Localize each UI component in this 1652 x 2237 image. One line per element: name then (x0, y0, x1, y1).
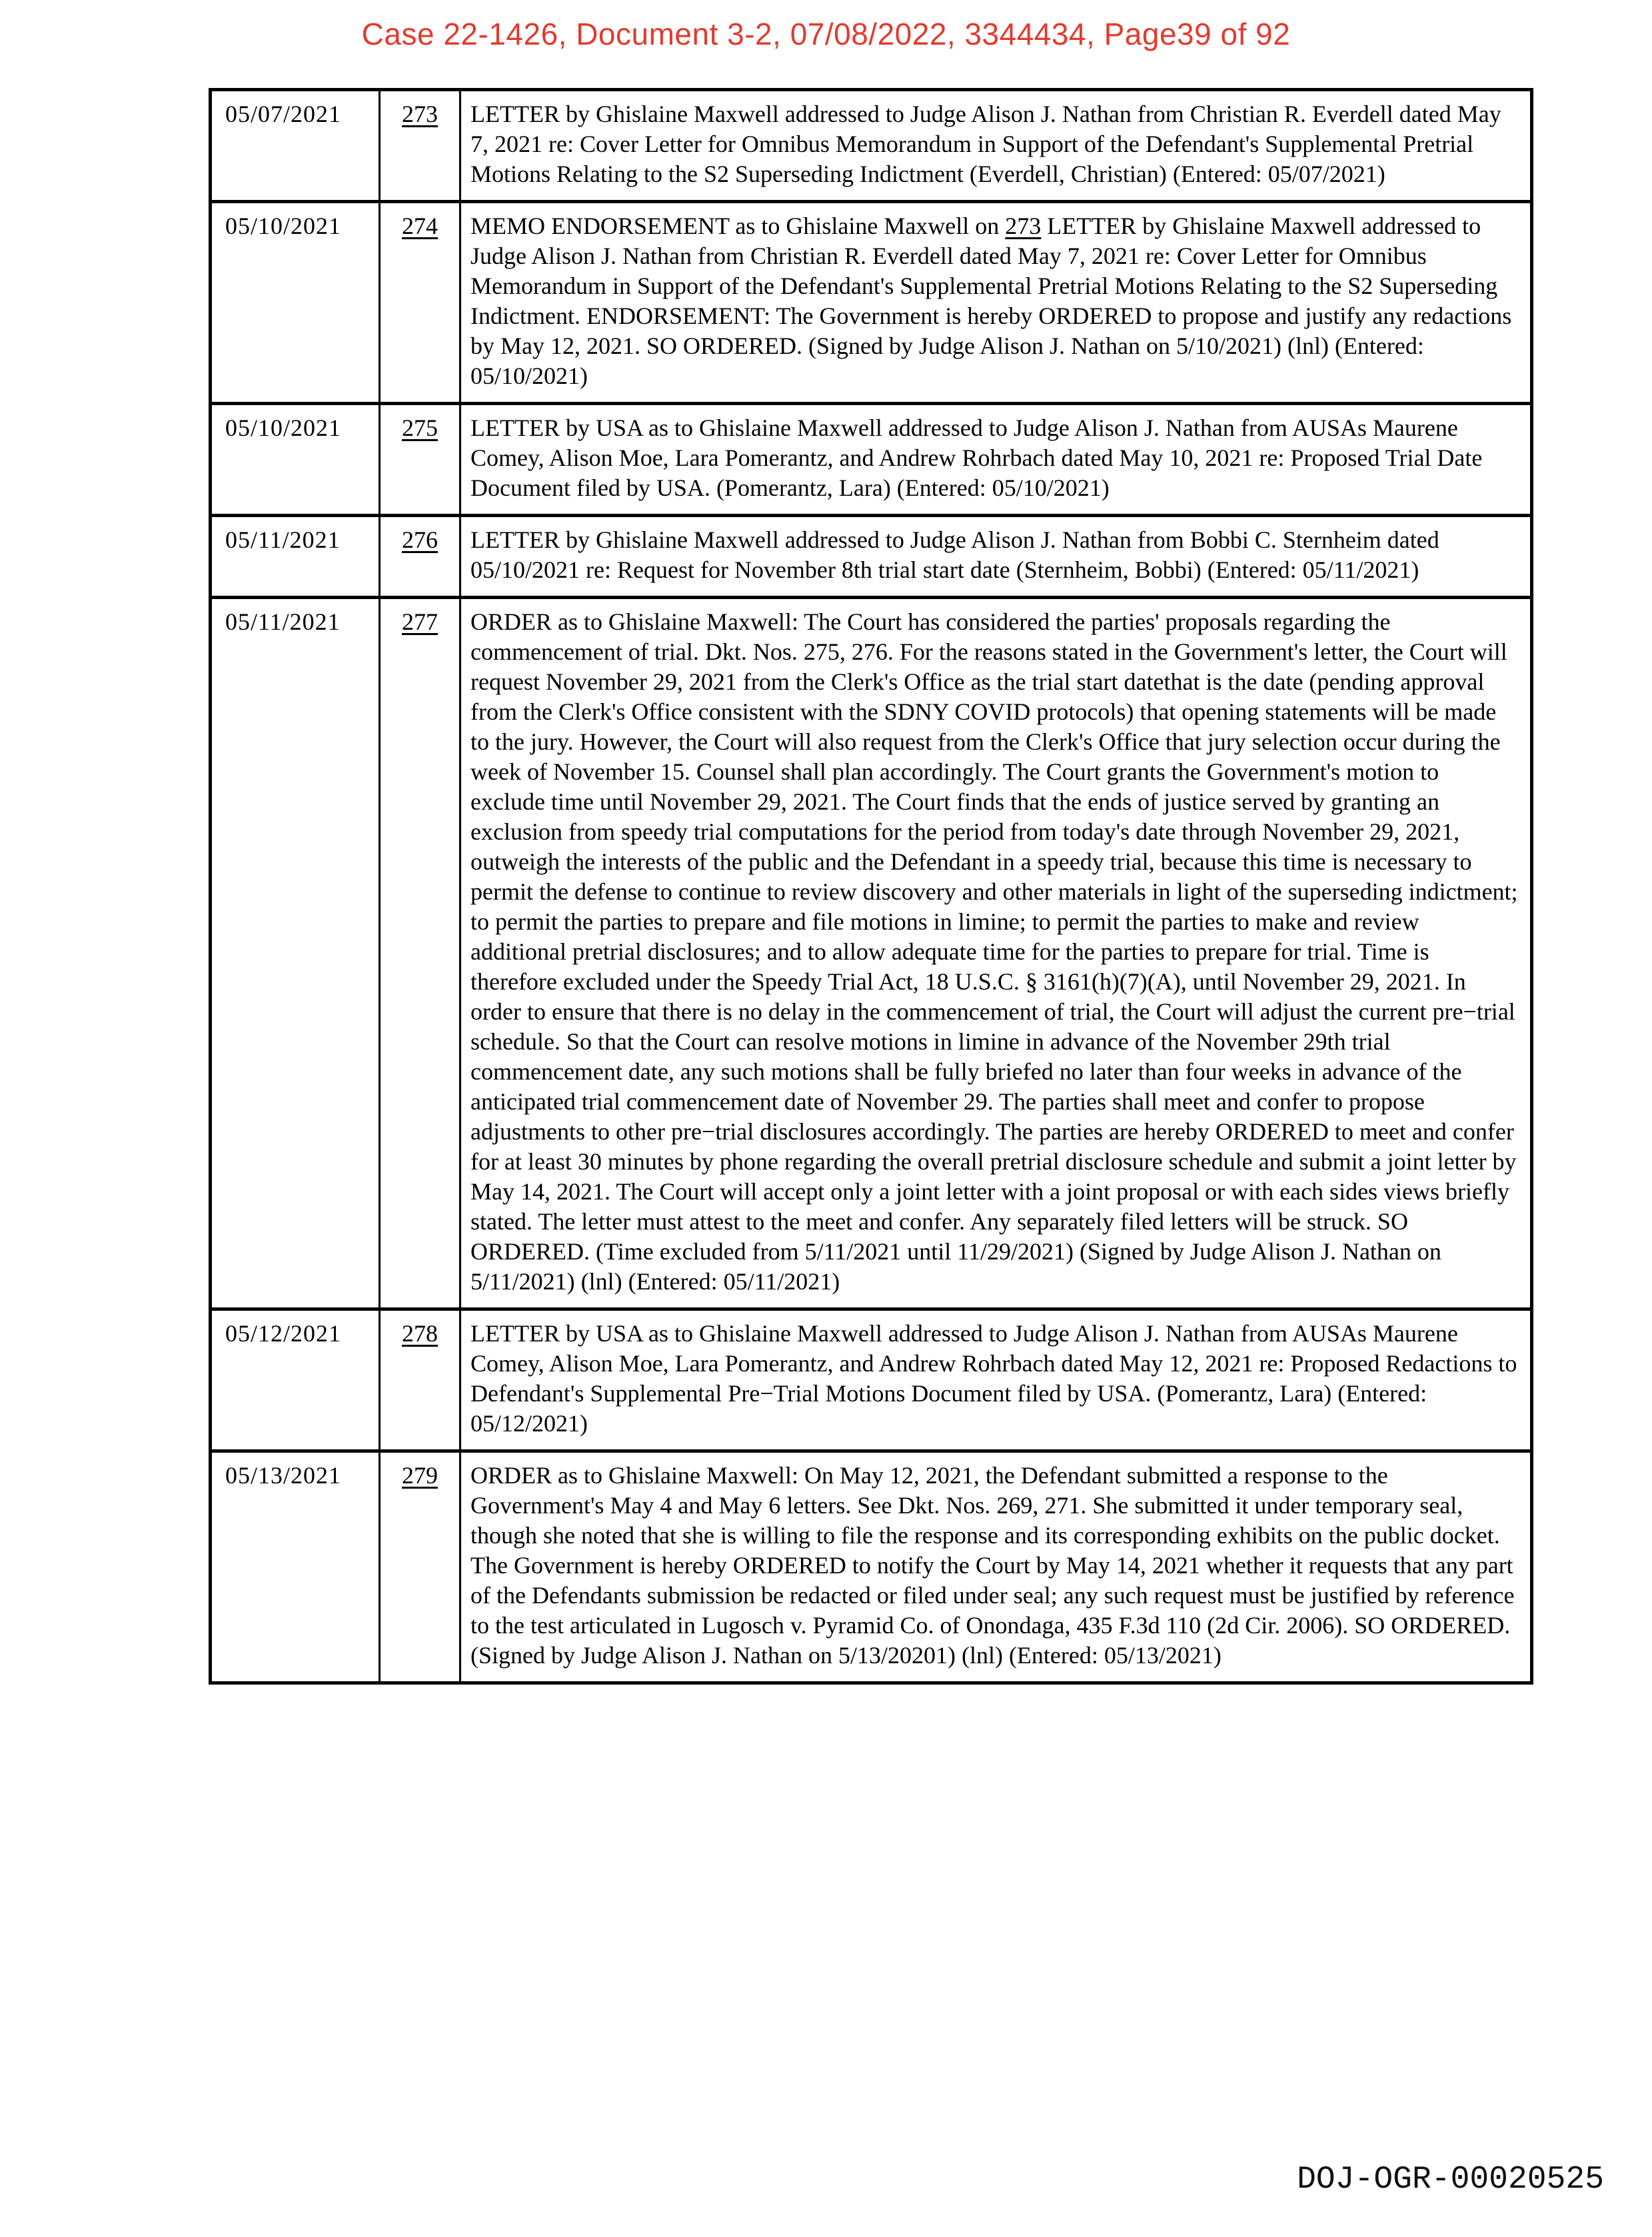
docket-text: LETTER by Ghislaine Maxwell addressed to Judge Alison J. Nathan from Christian R. Everdell dated May 7, 2021 re: Cover Letter for Omnibus Memorandum in Support of the Defendant's Supplemental Pretrial Motions Relating to the S2 Superseding Indictment. ENDORSEMENT: The Government is hereby ORDERED to propose and justify any redactions by May 12, 2021. SO ORDERED. (Signed by Judge Alison J. Nathan on 5/10/2021) (lnl) (Entered: 05/10/2021) (470, 213, 1512, 389)
table-row (211, 202, 1532, 404)
doc-number-link[interactable]: 277 (402, 608, 438, 635)
docket-text: LETTER by Ghislaine Maxwell addressed to Judge Alison J. Nathan from Christian R. Everdell dated May 7, 2021 re: Cover Letter for Omnibus Memorandum in Support of the Defendant's Supplemental Pretrial Motions Relating to the S2 Superseding Indictment (Everdell, Christian) (Entered: 05/07/2021) (470, 101, 1501, 187)
docket-text: LETTER by USA as to Ghislaine Maxwell addressed to Judge Alison J. Nathan from AUSAs Maurene Comey, Alison Moe, Lara Pomerantz, and Andrew Rohrbach dated May 10, 2021 re: Proposed Trial Date Document filed by USA. (Pomerantz, Lara) (Entered: 05/10/2021) (470, 414, 1483, 501)
table-row (211, 516, 1532, 598)
table-row (211, 404, 1532, 516)
entry-description (460, 1451, 1532, 1683)
entry-number-cell (380, 1309, 460, 1451)
table-row (211, 1451, 1532, 1683)
entry-description (460, 202, 1532, 404)
doc-number-link[interactable]: 275 (402, 414, 438, 441)
doc-number-link[interactable]: 278 (402, 1320, 438, 1347)
entry-description (460, 1309, 1532, 1451)
docket-text: MEMO ENDORSEMENT as to Ghislaine Maxwell on (470, 213, 1006, 239)
case-header-stamp: Case 22-1426, Document 3-2, 07/08/2022, 3344434, Page39 of 92 (361, 17, 1291, 51)
entry-date: 05/11/2021 (211, 516, 380, 598)
entry-description (460, 516, 1532, 598)
entry-date: 05/07/2021 (211, 90, 380, 202)
docket-text: LETTER by Ghislaine Maxwell addressed to Judge Alison J. Nathan from Bobbi C. Sternheim dated 05/10/2021 re: Request for November 8th trial start date (Sternheim, Bobbi) (Entered: 05/11/2021) (470, 526, 1439, 583)
referenced-doc-link[interactable]: 273 (1005, 213, 1042, 239)
docket-text: ORDER as to Ghislaine Maxwell: The Court has considered the parties' proposals regarding the commencement of trial. Dkt. Nos. 275, 276. For the reasons stated in the Government's letter, the Court will request November 29, 2021 from the Clerk's Office as the trial start datethat is the date (pending approval from the Clerk's Office consistent with the SDNY COVID protocols) that opening statements will be made to the jury. However, the Court will also request from the Clerk's Office that jury selection occur during the week of November 15. Counsel shall plan accordingly. The Court grants the Government's motion to exclude time until November 29, 2021. The Court finds that the ends of justice served by granting an exclusion from speedy trial computations for the period from today's date through November 29, 2021, outweigh the interests of the public and the Defendant in a speedy trial, because this time is necessary to permit the defense to continue to review discovery and other materials in light of the superseding indictment; to permit the parties to prepare and file motions in limine; to permit the parties to make and review additional pretrial disclosures; and to allow adequate time for the parties to prepare for trial. Time is therefore excluded under the Speedy Trial Act, 18 U.S.C. § 3161(h)(7)(A), until November 29, 2021. In order to ensure that there is no delay in the commencement of trial, the Court will adjust the current pre−trial schedule. So that the Court can resolve motions in limine in advance of the November 29th trial commencement date, any such motions shall be fully briefed no later than four weeks in advance of the anticipated trial commencement date of November 29. The parties shall meet and confer to propose adjustments to other pre−trial disclosures accordingly. The parties are hereby ORDERED to meet and confer for at least 30 minutes by phone regarding the overall pretrial disclosure schedule and submit a joint letter by May 14, 2021. The Court will accept only a joint letter with a joint proposal or with each sides views briefly stated. The letter must attest to the meet and confer. Any separately filed letters will be struck. SO ORDERED. (Time excluded from 5/11/2021 until 11/29/2021) (Signed by Judge Alison J. Nathan on 5/11/2021) (lnl) (Entered: 05/11/2021) (470, 608, 1518, 1295)
entry-number-cell (380, 202, 460, 404)
entry-date: 05/10/2021 (211, 202, 380, 404)
docket-table-container (209, 88, 1533, 1685)
doc-number-link[interactable]: 276 (402, 526, 438, 553)
entry-description (460, 404, 1532, 516)
table-row (211, 598, 1532, 1309)
entry-date: 05/13/2021 (211, 1451, 380, 1683)
bates-number-footer: DOJ-OGR-00020525 (1297, 2162, 1604, 2198)
docket-text: ORDER as to Ghislaine Maxwell: On May 12, 2021, the Defendant submitted a response to the Government's May 4 and May 6 letters. See Dkt. Nos. 269, 271. She submitted it under temporary seal, though she noted that she is willing to file the response and its corresponding exhibits on the public docket. The Government is hereby ORDERED to notify the Court by May 14, 2021 whether it requests that any part of the Defendants submission be redacted or filed under seal; any such request must be justified by reference to the test articulated in Lugosch v. Pyramid Co. of Onondaga, 435 F.3d 110 (2d Cir. 2006). SO ORDERED. (Signed by Judge Alison J. Nathan on 5/13/20201) (lnl) (Entered: 05/13/2021) (470, 1462, 1515, 1669)
entry-number-cell (380, 516, 460, 598)
entry-number-cell (380, 90, 460, 202)
entry-number-cell (380, 1451, 460, 1683)
entry-description (460, 90, 1532, 202)
entry-number-cell (380, 404, 460, 516)
docket-table (209, 88, 1533, 1685)
doc-number-link[interactable]: 279 (402, 1462, 438, 1489)
doc-number-link[interactable]: 274 (402, 213, 438, 239)
entry-date: 05/11/2021 (211, 598, 380, 1309)
entry-date: 05/12/2021 (211, 1309, 380, 1451)
docket-text: LETTER by USA as to Ghislaine Maxwell addressed to Judge Alison J. Nathan from AUSAs Maurene Comey, Alison Moe, Lara Pomerantz, and Andrew Rohrbach dated May 12, 2021 re: Proposed Redactions to Defendant's Supplemental Pre−Trial Motions Document filed by USA. (Pomerantz, Lara) (Entered: 05/12/2021) (470, 1320, 1517, 1437)
entry-date: 05/10/2021 (211, 404, 380, 516)
table-row (211, 90, 1532, 202)
doc-number-link[interactable]: 273 (402, 101, 438, 127)
table-row (211, 1309, 1532, 1451)
entry-number-cell (380, 598, 460, 1309)
entry-description (460, 598, 1532, 1309)
